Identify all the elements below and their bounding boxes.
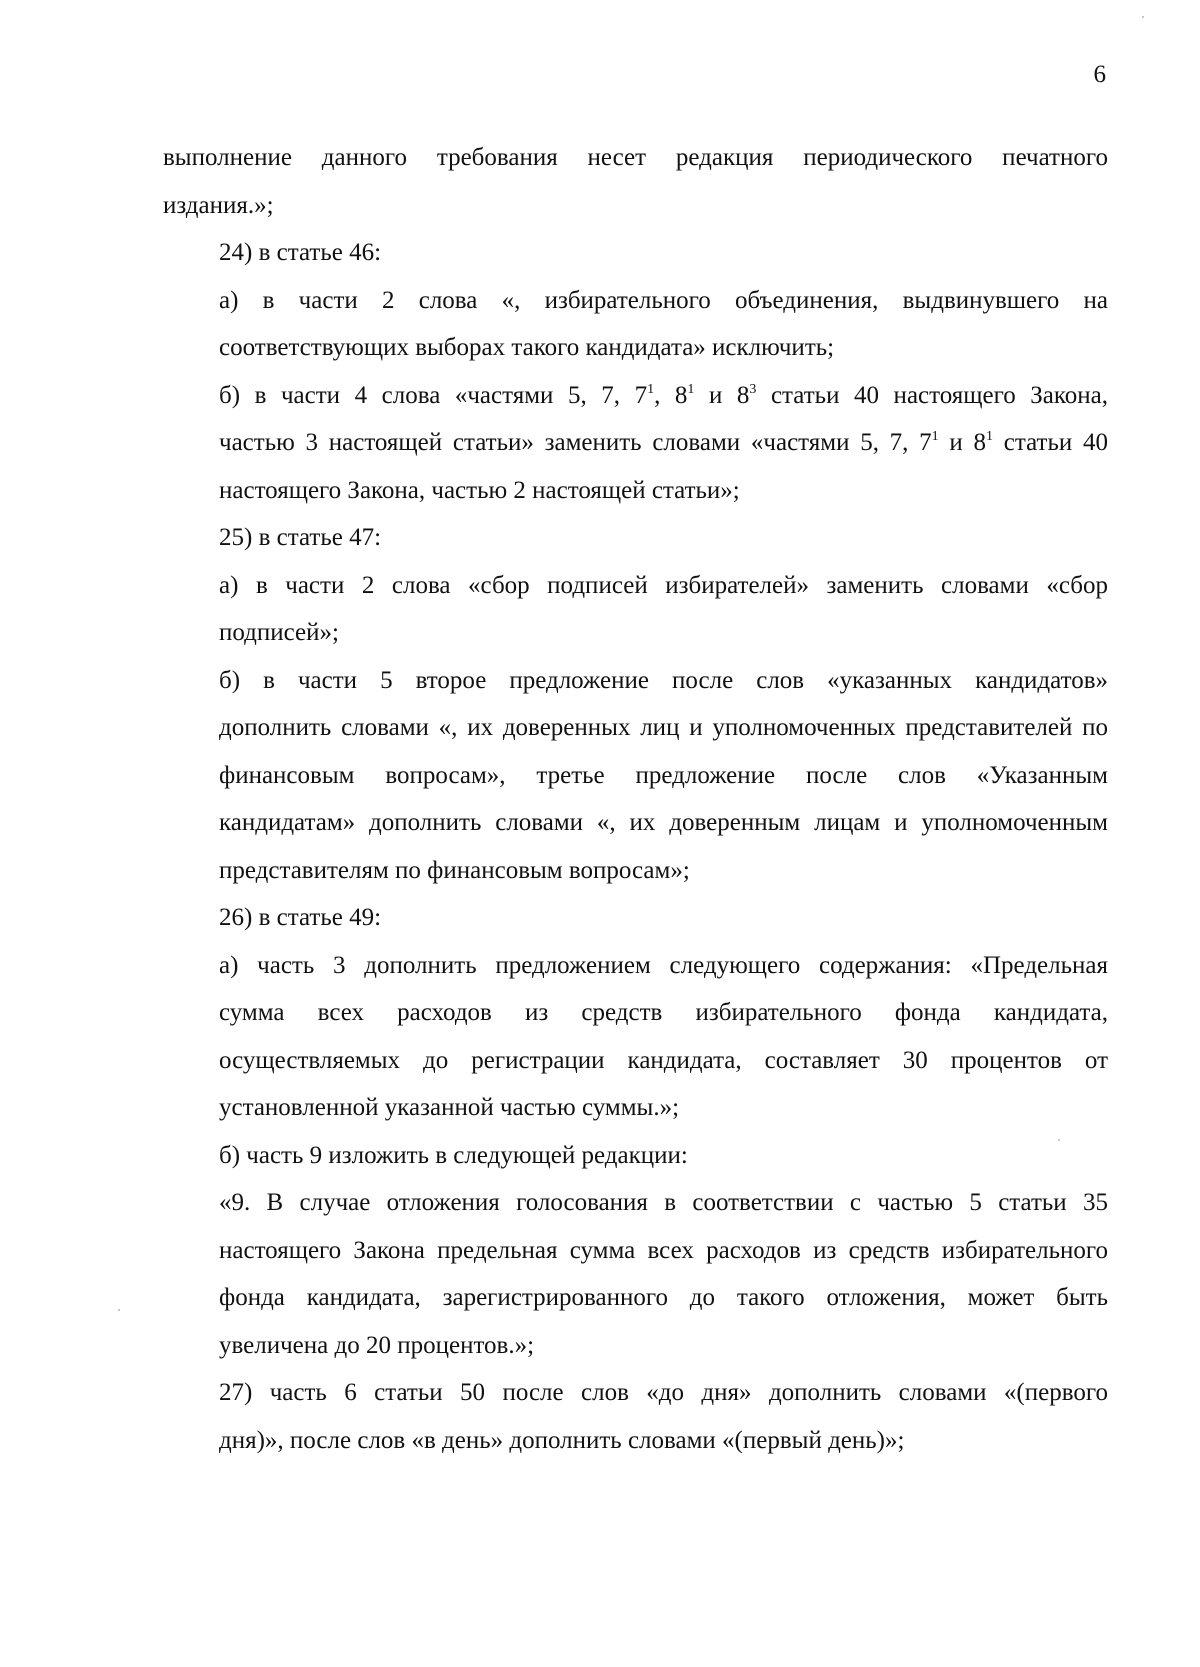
item-24-a [163,277,1108,372]
text-line: а) в части 2 слова «, избирательного объединения, выдвинувшего на [219,286,1108,314]
superscript: 1 [986,429,994,444]
text-line: фонда кандидата, зарегистрированного до такого отложения, может быть [219,1284,1108,1311]
text-line: подписей»; [219,619,339,646]
item-26-heading [163,894,1108,942]
text-line: установленной указанной частью суммы.»; [219,1094,680,1121]
text-fragment: , 8 [654,381,688,409]
text-line: соответствующих выборах такого кандидата» исключить; [219,334,835,361]
item-26-a [163,942,1108,1132]
text-line: 25) в статье 47: [219,524,382,551]
text-line: издания.»; [163,191,274,219]
text-line: настоящего Закона, частью 2 настоящей статьи»; [219,476,740,504]
text-line-with-superscripts [163,372,1108,420]
superscript: 1 [647,381,655,397]
text-line: б) в части 5 второе предложение после слов «указанных кандидатов» [219,666,1108,694]
superscript: 1 [931,429,939,444]
text-line: 27) часть 6 статьи 50 после слов «до дня» дополнить словами «(первого [219,1379,1108,1406]
text-fragment: статьи 40 [993,429,1108,456]
text-line: а) в части 2 слова «сбор подписей избирателей» заменить словами «сбор [219,571,1108,599]
item-25-heading [163,514,1108,562]
text-line: сумма всех расходов из средств избирательного фонда кандидата, [219,999,1108,1026]
text-line: осуществляемых до регистрации кандидата, составляет 30 процентов от [219,1046,1108,1074]
text-line: настоящего Закона предельная сумма всех расходов из средств избирательного [219,1236,1108,1264]
scan-speck [118,1309,120,1311]
text-line: представителям по финансовым вопросам»; [219,856,690,884]
text-line: «9. В случае отложения голосования в соответствии с частью 5 статьи 35 [219,1189,1108,1216]
item-24-heading [163,229,1108,277]
document-body [163,134,1108,1464]
item-25-b [163,657,1108,895]
text-line: 24) в статье 46: [219,239,382,266]
text-line: увеличена до 20 процентов.»; [219,1331,535,1359]
text-fragment: б) в части 4 слова «частями 5, 7, 7 [219,381,648,409]
superscript: 1 [687,381,695,397]
text-line: дополнить словами «, их доверенных лиц и уполномоченных представителей по [219,714,1108,741]
text-fragment: частью 3 настоящей статьи» заменить словами «частями 5, 7, 7 [219,429,932,456]
paragraph-continuation [163,134,1108,229]
text-fragment: и 8 [694,381,750,409]
text-line: кандидатам» дополнить словами «, их доверенным лицам и уполномоченным [219,809,1108,836]
text-line: дня)», после слов «в день» дополнить словами «(первый день)»; [219,1426,905,1454]
text-line: а) часть 3 дополнить предложением следующего содержания: «Предельная [219,951,1108,979]
scan-speck [1142,16,1144,18]
text-line: 26) в статье 49: [219,904,382,931]
item-25-a [163,562,1108,657]
item-26-b [163,1132,1108,1180]
scan-speck [1058,1139,1060,1141]
item-24-b [163,372,1108,515]
item-27 [163,1369,1108,1464]
text-line-with-superscripts [163,419,1108,467]
text-fragment: статьи 40 настоящего Закона, [756,381,1109,409]
item-26-b-quote [163,1179,1108,1369]
page-number: 6 [1093,61,1106,88]
superscript: 3 [749,381,757,397]
text-line: б) часть 9 изложить в следующей редакции: [219,1141,688,1169]
text-fragment: и 8 [938,429,987,456]
text-line: выполнение данного требования несет редакция периодического печатного [163,144,1108,171]
text-line: финансовым вопросам», третье предложение после слов «Указанным [219,761,1108,789]
